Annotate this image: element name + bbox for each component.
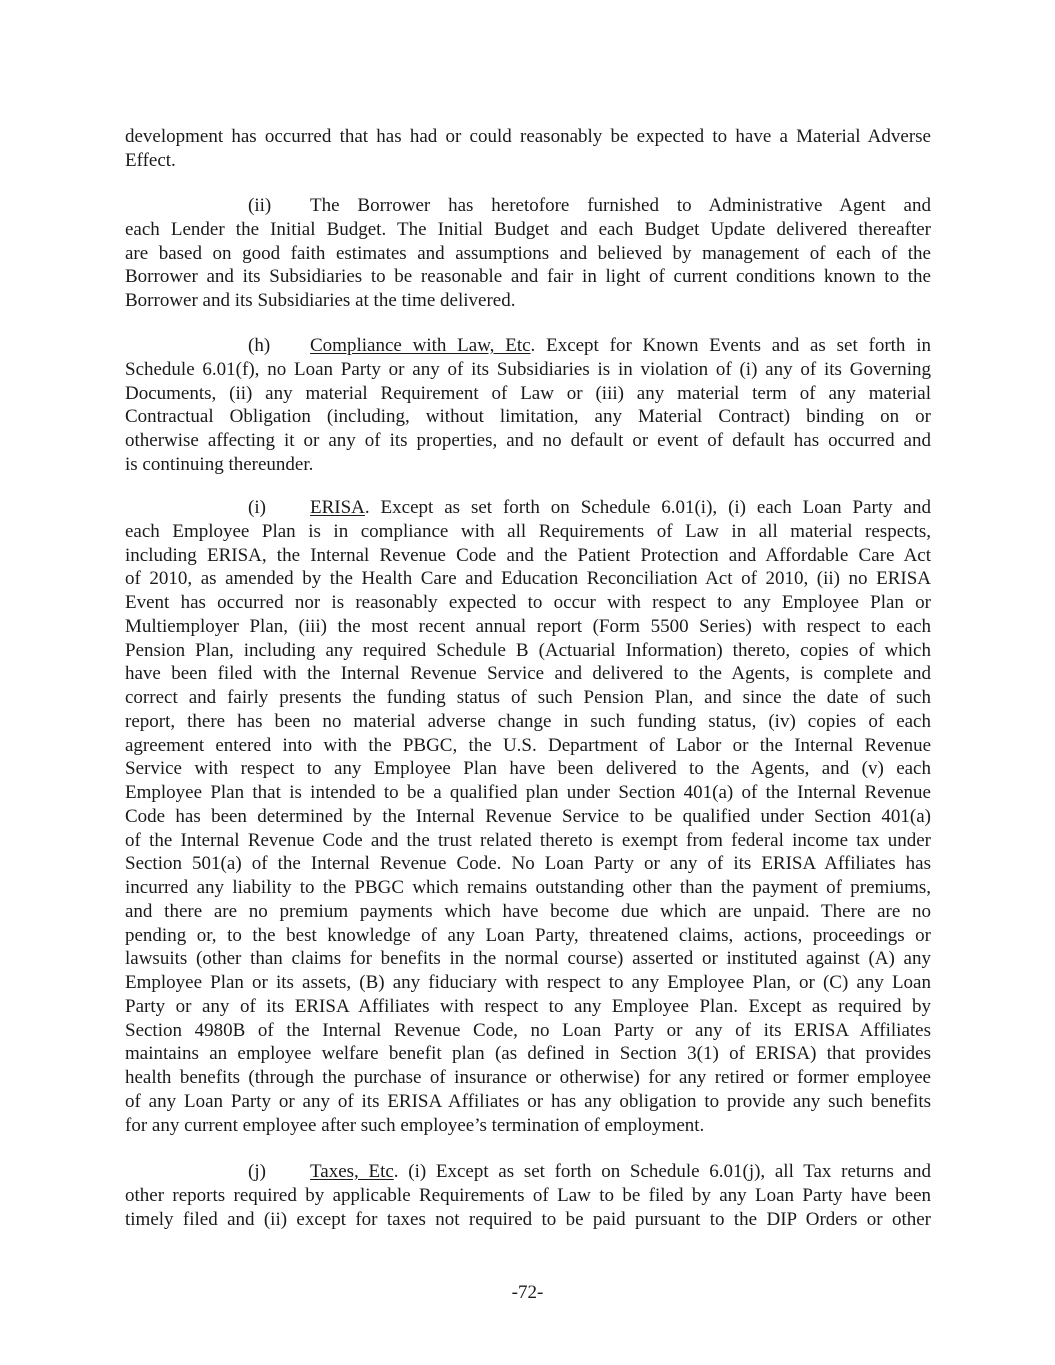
section-heading: Taxes, Etc	[310, 1161, 394, 1182]
first-line-text	[310, 194, 931, 218]
section-heading: ERISA	[310, 497, 365, 518]
section-text: . Except as set forth on Schedule 6.01(i), (i) each Loan Party and	[364, 497, 931, 518]
text-line: health benefits (through the purchase of insurance or otherwise) for any retired or former employee	[125, 1067, 931, 1088]
page-number: -72-	[511, 1282, 544, 1303]
text-line: of any Loan Party or any of its ERISA Affiliates or has any obligation to provide any such benefits	[125, 1090, 931, 1112]
section-label: (ii)	[248, 195, 272, 216]
first-line-text	[310, 334, 931, 358]
first-line-text	[310, 1160, 931, 1184]
section-label: (j)	[248, 1161, 266, 1182]
paragraph	[125, 125, 931, 173]
text-line: timely filed and (ii) except for taxes not required to be paid pursuant to the DIP Orders or other	[125, 1208, 931, 1230]
text-line: Employee Plan that is intended to be a qualified plan under Section 401(a) of the Internal Revenue	[125, 782, 931, 803]
text-line: Multiemployer Plan, (iii) the most recent annual report (Form 5500 Series) with respect to each	[125, 615, 931, 637]
text-line: Code has been determined by the Internal Revenue Service to be qualified under Section 401(a)	[125, 805, 931, 827]
text-line: are based on good faith estimates and assumptions and believed by management of each of the	[125, 242, 931, 264]
text-line: Effect.	[125, 149, 176, 171]
paragraph	[125, 334, 931, 477]
paragraph-first-line	[125, 194, 931, 218]
text-line: Schedule 6.01(f), no Loan Party or any of its Subsidiaries is in violation of (i) any of its Governing	[125, 358, 931, 380]
text-line: each Lender the Initial Budget. The Initial Budget and each Budget Update delivered thereafter	[125, 218, 931, 240]
text-line: is continuing thereunder.	[125, 453, 314, 475]
text-line: have been filed with the Internal Revenue Service and delivered to the Agents, is complete and	[125, 663, 931, 685]
text-line: Pension Plan, including any required Schedule B (Actuarial Information) thereto, copies of which	[125, 639, 931, 661]
text-line: Documents, (ii) any material Requirement of Law or (iii) any material term of any material	[125, 382, 931, 404]
text-line: other reports required by applicable Requirements of Law to be filed by any Loan Party have been	[125, 1184, 931, 1206]
paragraph	[125, 496, 931, 1137]
text-line: agreement entered into with the PBGC, the U.S. Department of Labor or the Internal Revenue	[125, 734, 931, 756]
section-text: . (i) Except as set forth on Schedule 6.01(j), all Tax returns and	[393, 1161, 931, 1182]
section-label: (h)	[248, 335, 271, 356]
text-line: correct and fairly presents the funding status of such Pension Plan, and since the date of such	[125, 687, 931, 708]
text-line: Party or any of its ERISA Affiliates with respect to any Employee Plan. Except as required by	[125, 995, 931, 1017]
text-line: and there are no premium payments which have become due which are unpaid. There are no	[125, 900, 931, 922]
text-line: Service with respect to any Employee Plan have been delivered to the Agents, and (v) each	[125, 758, 931, 780]
paragraph	[125, 194, 931, 313]
text-line: Section 4980B of the Internal Revenue Code, no Loan Party or any of its ERISA Affiliates	[125, 1019, 931, 1041]
text-line: Section 501(a) of the Internal Revenue Code. No Loan Party or any of its ERISA Affiliates has	[125, 853, 931, 875]
text-line: incurred any liability to the PBGC which remains outstanding other than the payment of premiums,	[125, 877, 931, 898]
paragraph-first-line	[125, 334, 931, 358]
text-line: each Employee Plan is in compliance with all Requirements of Law in all material respects,	[125, 520, 931, 542]
text-line: including ERISA, the Internal Revenue Code and the Patient Protection and Affordable Care Act	[125, 544, 931, 566]
paragraph-first-line	[125, 496, 931, 520]
text-line: Employee Plan or its assets, (B) any fiduciary with respect to any Employee Plan, or (C) any Loan	[125, 972, 931, 993]
text-line: development has occurred that has had or could reasonably be expected to have a Material Adverse	[125, 126, 931, 147]
text-line: report, there has been no material adverse change in such funding status, (iv) copies of each	[125, 710, 931, 732]
text-line: for any current employee after such employee’s termination of employment.	[125, 1114, 705, 1136]
text-line: of 2010, as amended by the Health Care and Education Reconciliation Act of 2010, (ii) no ERISA	[125, 568, 931, 590]
text-line: maintains an employee welfare benefit plan (as defined in Section 3(1) of ERISA) that provides	[125, 1043, 931, 1065]
text-line: of the Internal Revenue Code and the trust related thereto is exempt from federal income tax under	[125, 829, 931, 851]
text-line: pending or, to the best knowledge of any Loan Party, threatened claims, actions, proceedings or	[125, 924, 931, 946]
first-line-text	[310, 496, 931, 520]
paragraph-first-line	[125, 1160, 931, 1184]
section-text: . Except for Known Events and as set forth in	[530, 335, 932, 356]
text-line: Contractual Obligation (including, without limitation, any Material Contract) binding on or	[125, 406, 931, 428]
text-line: Borrower and its Subsidiaries to be reasonable and fair in light of current conditions known to the	[125, 266, 931, 288]
text-line: Event has occurred nor is reasonably expected to occur with respect to any Employee Plan or	[125, 592, 931, 613]
text-line: Borrower and its Subsidiaries at the time delivered.	[125, 290, 516, 311]
text-line: lawsuits (other than claims for benefits in the normal course) asserted or instituted against (A) any	[125, 948, 931, 970]
section-label: (i)	[248, 497, 266, 518]
paragraph	[125, 1160, 931, 1231]
section-heading: Compliance with Law, Etc	[310, 335, 531, 356]
text-line: otherwise affecting it or any of its properties, and no default or event of default has occurred and	[125, 430, 931, 451]
section-text: The Borrower has heretofore furnished to Administrative Agent and	[310, 195, 931, 216]
